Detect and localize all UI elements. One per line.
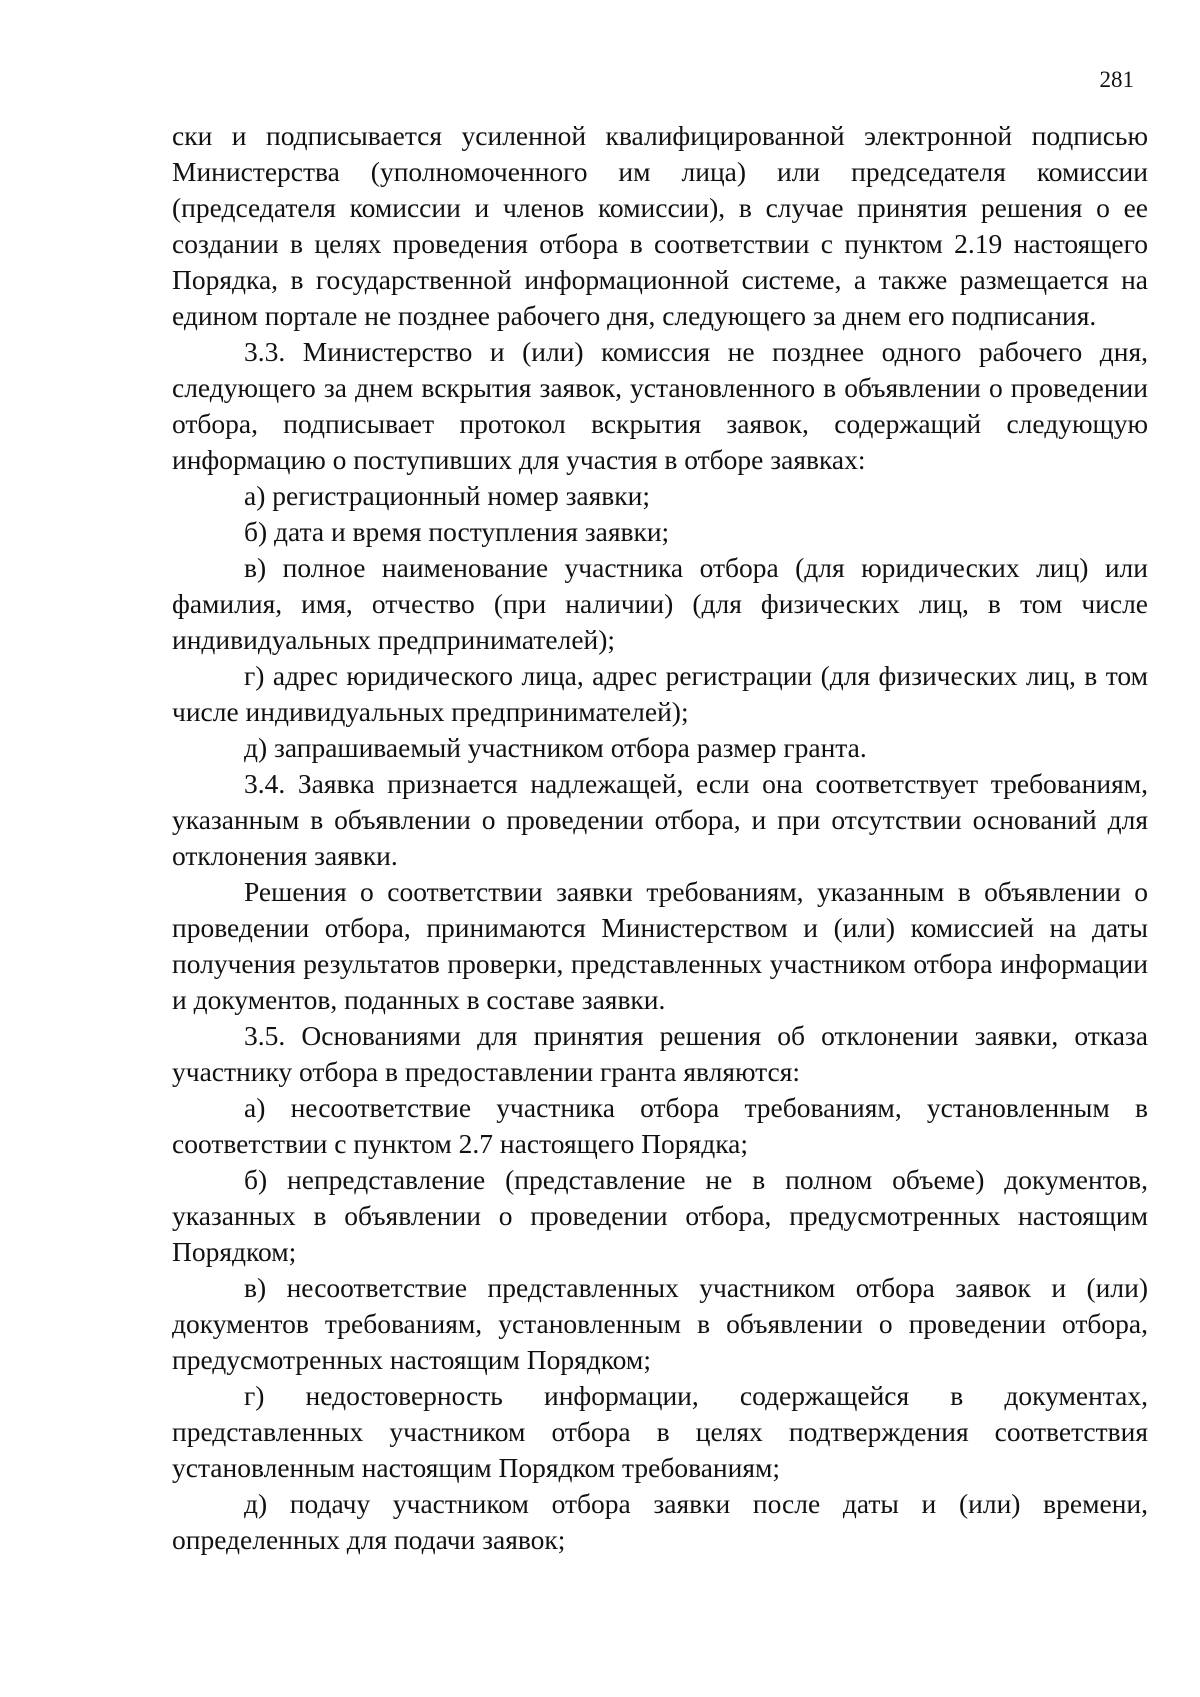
paragraph-continued: ски и подписывается усиленной квалифицированной электронной подписью Министерства (уполномоченного им лица) или председателя комиссии (председателя комиссии и членов комиссии), в случае принятия решения о ее создании в целях проведения отбора в соответствии с пунктом 2.19 настоящего Порядка, в государственной информационной системе, а также размещается на едином портале не позднее рабочего дня, следующего за днем его подписания. <box>172 120 1148 331</box>
list-item-3-5-b: б) непредставление (представление не в полном объеме) документов, указанных в объявлении о проведении отбора, предусмотренных настоящим Порядком; <box>172 1164 1148 1267</box>
list-item-3-5-g: г) недостоверность информации, содержащейся в документах, представленных участником отбора в целях подтверждения соответствия установленным настоящим Порядком требованиям; <box>172 1380 1148 1483</box>
document-body <box>172 118 1148 1558</box>
paragraph-3-4-decisions: Решения о соответствии заявки требованиям, указанным в объявлении о проведении отбора, принимаются Министерством и (или) комиссией на даты получения результатов проверки, представленных участником отбора информации и документов, поданных в составе заявки. <box>172 876 1148 1015</box>
paragraph-3-3: 3.3. Министерство и (или) комиссия не позднее одного рабочего дня, следующего за днем вскрытия заявок, установленного в объявлении о проведении отбора, подписывает протокол вскрытия заявок, содержащий следующую информацию о поступивших для участия в отборе заявках: <box>172 336 1148 475</box>
list-item-3-3-b: б) дата и время поступления заявки; <box>244 516 670 547</box>
page-number: 281 <box>1099 67 1134 92</box>
list-item-3-3-d: д) запрашиваемый участником отбора размер гранта. <box>244 732 867 763</box>
list-item-3-3-a: а) регистрационный номер заявки; <box>244 480 650 511</box>
paragraph-3-4: 3.4. Заявка признается надлежащей, если она соответствует требованиям, указанным в объявлении о проведении отбора, и при отсутствии оснований для отклонения заявки. <box>172 768 1148 871</box>
list-item-3-3-v: в) полное наименование участника отбора (для юридических лиц) или фамилия, имя, отчество (при наличии) (для физических лиц, в том числе индивидуальных предпринимателей); <box>172 552 1148 655</box>
list-item-3-3-g: г) адрес юридического лица, адрес регистрации (для физических лиц, в том числе индивидуальных предпринимателей); <box>172 660 1148 727</box>
paragraph-3-5: 3.5. Основаниями для принятия решения об отклонении заявки, отказа участнику отбора в предоставлении гранта являются: <box>172 1020 1148 1087</box>
list-item-3-5-v: в) несоответствие представленных участником отбора заявок и (или) документов требованиям, установленным в объявлении о проведении отбора, предусмотренных настоящим Порядком; <box>172 1272 1148 1375</box>
list-item-3-5-d: д) подачу участником отбора заявки после даты и (или) времени, определенных для подачи заявок; <box>172 1488 1148 1555</box>
list-item-3-5-a: а) несоответствие участника отбора требованиям, установленным в соответствии с пунктом 2.7 настоящего Порядка; <box>172 1092 1148 1159</box>
